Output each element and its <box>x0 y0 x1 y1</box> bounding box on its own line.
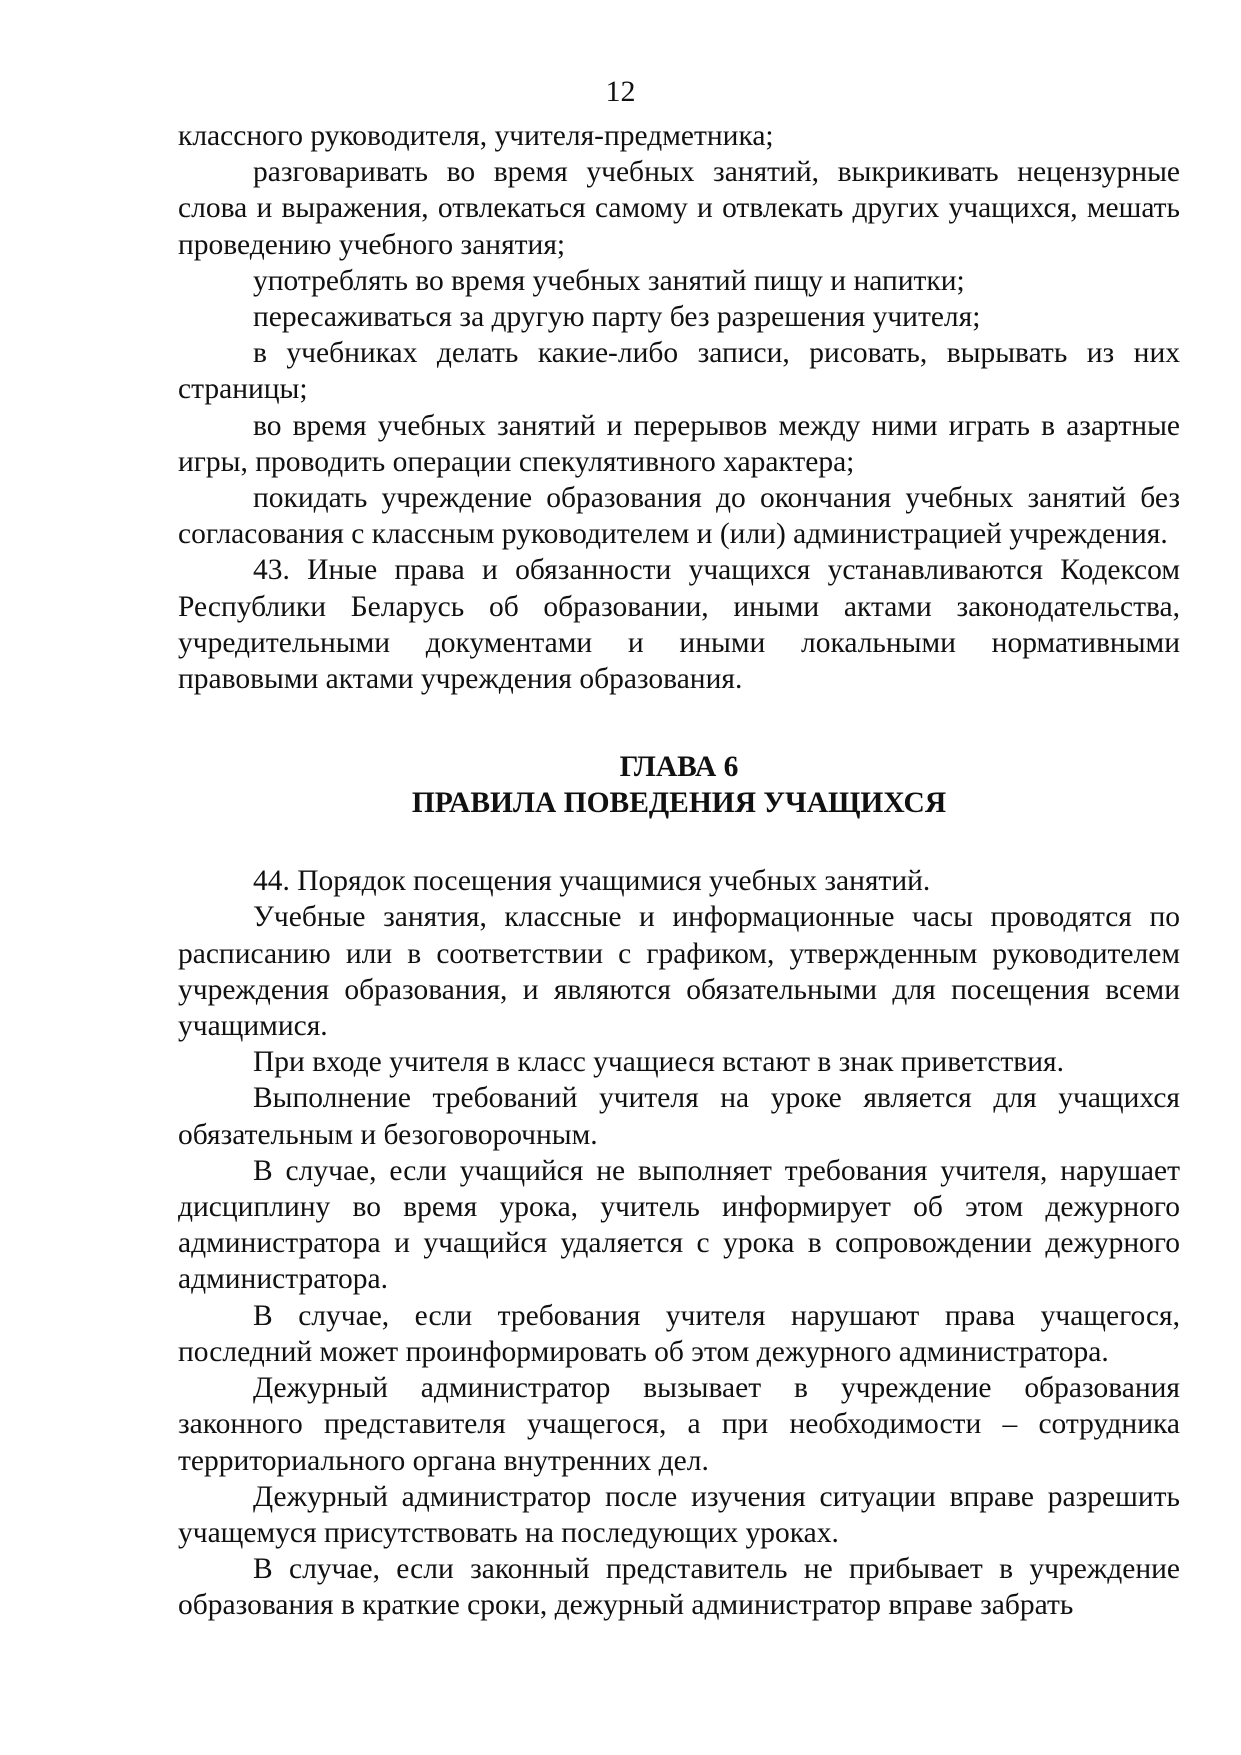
paragraph: во время учебных занятий и перерывов между ними играть в азартные игры, проводить операции спекулятивного характера; <box>178 409 1180 478</box>
paragraph: При входе учителя в класс учащиеся встают в знак приветствия. <box>253 1046 1064 1079</box>
paragraph: В случае, если требования учителя нарушают права учащегося, последний может проинформировать об этом дежурного администратора. <box>178 1299 1180 1368</box>
paragraph: Учебные занятия, классные и информационные часы проводятся по расписанию или в соответствии с графиком, утвержденным руководителем учреждения образования, и являются обязательными для посещения всеми учащимися. <box>178 901 1180 1043</box>
paragraph: пересаживаться за другую парту без разрешения учителя; <box>253 301 981 334</box>
paragraph: 44. Порядок посещения учащимися учебных занятий. <box>253 865 931 898</box>
paragraph: покидать учреждение образования до окончания учебных занятий без согласования с классным руководителем и (или) администрацией учреждения. <box>178 482 1180 551</box>
paragraph: Дежурный администратор после изучения ситуации вправе разрешить учащемуся присутствовать на последующих уроках. <box>178 1480 1180 1549</box>
section-before-chapter <box>178 118 1180 697</box>
paragraph: В случае, если законный представитель не прибывает в учреждение образования в краткие сроки, дежурный администратор вправе забрать <box>178 1553 1180 1622</box>
paragraph: Дежурный администратор вызывает в учреждение образования законного представителя учащегося, а при необходимости – сотрудника территориального органа внутренних дел. <box>178 1372 1180 1477</box>
chapter-number: ГЛАВА 6 <box>619 751 739 784</box>
paragraph: употреблять во время учебных занятий пищу и напитки; <box>253 264 965 297</box>
paragraph: Выполнение требований учителя на уроке является для учащихся обязательным и безоговорочным. <box>178 1082 1180 1151</box>
paragraph: 43. Иные права и обязанности учащихся устанавливаются Кодексом Республики Беларусь об образовании, иными актами законодательства, учредительными документами и иными локальными нормативными правовыми актами учреждения образования. <box>178 554 1180 696</box>
section-after-chapter <box>178 863 1180 1623</box>
page-number: 12 <box>605 75 636 108</box>
paragraph: классного руководителя, учителя-предметника; <box>178 120 774 152</box>
chapter-title: ПРАВИЛА ПОВЕДЕНИЯ УЧАЩИХСЯ <box>411 787 947 820</box>
document-body <box>178 118 1180 1624</box>
paragraph: разговаривать во время учебных занятий, выкрикивать нецензурные слова и выражения, отвлекаться самому и отвлекать других учащихся, мешать проведению учебного занятия; <box>178 156 1180 261</box>
paragraph: в учебниках делать какие-либо записи, рисовать, вырывать из них страницы; <box>178 337 1180 406</box>
chapter-heading <box>178 749 1180 821</box>
paragraph: В случае, если учащийся не выполняет требования учителя, нарушает дисциплину во время урока, учитель информирует об этом дежурного администратора и учащийся удаляется с урока в сопровождении дежурного администратора. <box>178 1154 1180 1296</box>
